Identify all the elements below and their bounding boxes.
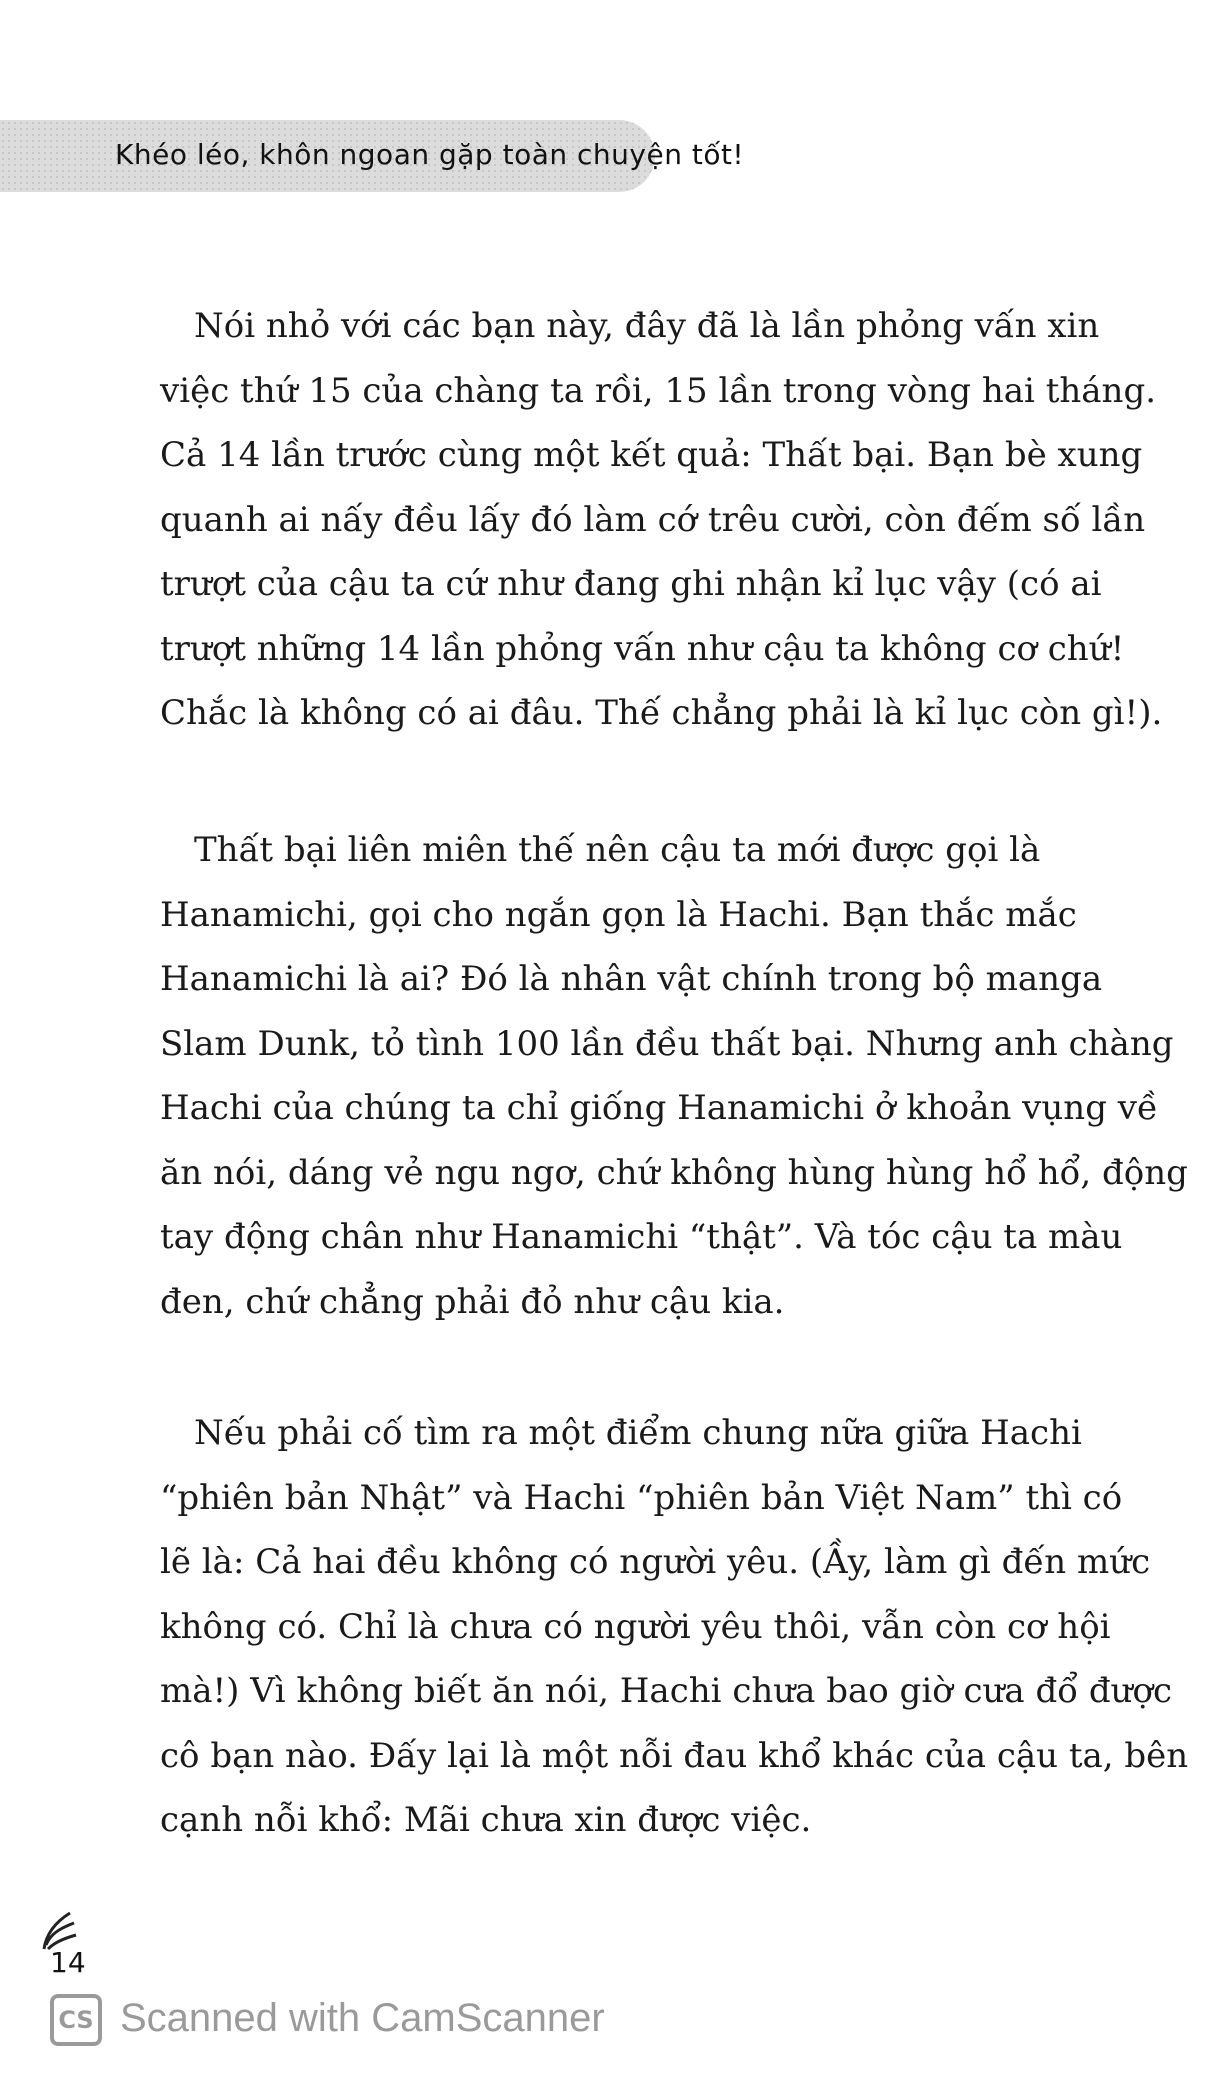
scanner-watermark: Scanned with CamScanner	[120, 1996, 605, 2040]
text-line: Hanamichi là ai? Đó là nhân vật chính trong bộ manga	[160, 959, 1103, 999]
paragraph-1	[160, 294, 1163, 746]
text-line: Slam Dunk, tỏ tình 100 lần đều thất bại. Nhưng anh chàng	[160, 1023, 1174, 1064]
text-line: Nếu phải cố tìm ra một điểm chung nữa giữa Hachi	[194, 1413, 1082, 1453]
text-line: trượt những 14 lần phỏng vấn như cậu ta không cơ chứ!	[160, 628, 1125, 669]
text-line: cạnh nỗi khổ: Mãi chưa xin được việc.	[160, 1800, 812, 1840]
text-line: Thất bại liên miên thế nên cậu ta mới được gọi là	[194, 830, 1041, 870]
text-line: đen, chứ chẳng phải đỏ như cậu kia.	[160, 1281, 785, 1322]
text-line: Chắc là không có ai đâu. Thế chẳng phải là kỉ lục còn gì!).	[160, 693, 1163, 733]
text-line: lẽ là: Cả hai đều không có người yêu. (Ầy, làm gì đến mức	[160, 1542, 1151, 1582]
page-number: 14	[50, 1946, 86, 1979]
paragraph-2	[160, 818, 1188, 1334]
text-line: Hanamichi, gọi cho ngắn gọn là Hachi. Bạn thắc mắc	[160, 894, 1077, 935]
text-line: trượt của cậu ta cứ như đang ghi nhận kỉ lục vậy (có ai	[160, 564, 1102, 604]
text-line: “phiên bản Nhật” và Hachi “phiên bản Việt Nam” thì có	[160, 1477, 1123, 1518]
running-header: Khéo léo, khôn ngoan gặp toàn chuyện tốt!	[115, 138, 745, 171]
text-line: quanh ai nấy đều lấy đó làm cớ trêu cười, còn đếm số lần	[160, 499, 1146, 540]
text-line: Cả 14 lần trước cùng một kết quả: Thất bại. Bạn bè xung	[160, 435, 1143, 475]
text-line: mà!) Vì không biết ăn nói, Hachi chưa bao giờ cưa đổ được	[160, 1671, 1173, 1711]
camscanner-logo-icon: CS	[50, 1994, 102, 2046]
text-line: cô bạn nào. Đấy lại là một nỗi đau khổ khác của cậu ta, bên	[160, 1735, 1189, 1776]
text-line: tay động chân như Hanamichi “thật”. Và tóc cậu ta màu	[160, 1217, 1123, 1257]
text-line: ăn nói, dáng vẻ ngu ngơ, chứ không hùng hùng hổ hổ, động	[160, 1152, 1188, 1193]
text-line: Nói nhỏ với các bạn này, đây đã là lần phỏng vấn xin	[194, 306, 1100, 346]
text-line: Hachi của chúng ta chỉ giống Hanamichi ở khoản vụng về	[160, 1088, 1158, 1128]
text-line: không có. Chỉ là chưa có người yêu thôi, vẫn còn cơ hội	[160, 1606, 1111, 1647]
paragraph-3	[160, 1401, 1189, 1853]
wing-icon	[40, 1905, 80, 1951]
text-line: việc thứ 15 của chàng ta rồi, 15 lần trong vòng hai tháng.	[160, 370, 1157, 411]
